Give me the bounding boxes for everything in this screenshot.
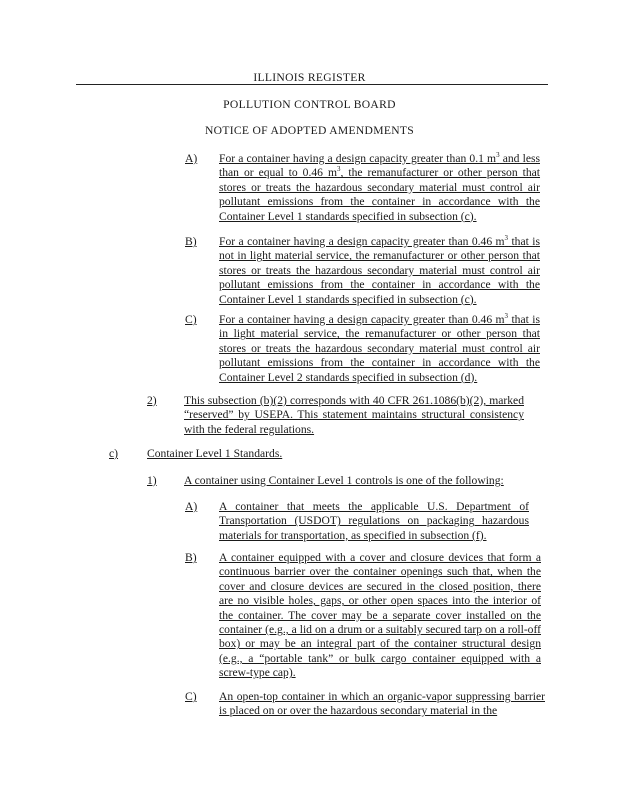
item-label: C) [185,313,197,326]
item-label: B) [185,235,197,248]
item-text: A container using Container Level 1 controls is one of the following: [184,474,504,487]
notice-title: NOTICE OF ADOPTED AMENDMENTS [204,124,415,137]
item-text [219,152,540,224]
item-text [219,235,540,307]
item-text: This subsection (b)(2) corresponds with 40 CFR 261.1086(b)(2), marked “reserved” by USEPA. This statement maintains structural consistency with the federal regulations. [184,394,524,436]
section-label: c) [109,447,119,460]
text-part: For a container having a design capacity greater than 0.46 m [219,235,505,248]
item-text: An open-top container in which an organic-vapor suppressing barrier is placed on or over the hazardous secondary material in the [219,690,545,718]
board-title: POLLUTION CONTROL BOARD [223,98,396,111]
text-part: that is in light material service, the remanufacturer or other person that stores or treats the hazardous secondary material must control air pollutant emissions from the container in accordance with the Container Level 2 standards specified in subsection (d). [219,313,540,384]
item-label: A) [185,500,198,513]
superscript: 3 [504,234,509,243]
register-title: ILLINOIS REGISTER [253,71,366,84]
text-part: and less than or equal to 0.46 m [219,152,540,180]
item-text: A container that meets the applicable U.S. Department of Transportation (USDOT) regulations on packaging hazardous materials for transportation, as specified in subsection (f). [219,500,529,542]
text-part: For a container having a design capacity greater than 0.46 m [219,313,505,326]
item-text: A container equipped with a cover and closure devices that form a continuous barrier over the container openings such that, when the cover and closure devices are secured in the closed position, there are no visible holes, gaps, or other open spaces into the interior of the container. The cover may be a separate cover installed on the container (e.g., a lid on a drum or a suitably secured tarp on a roll-off box) or may be an integral part of the container structural design (e.g., a “portable tank” or bulk cargo container equipped with a screw-type cap). [219,551,541,680]
item-label: 1) [147,474,157,487]
item-label: A) [185,152,198,165]
text-part: For a container having a design capacity greater than 0.1 m [219,152,497,165]
item-text [219,313,540,385]
section-heading: Container Level 1 Standards. [147,447,283,460]
item-label: 2) [147,394,157,407]
superscript: 3 [504,312,509,321]
item-label: C) [185,690,197,703]
item-label: B) [185,551,197,564]
text-part: , the remanufacturer or other person that stores or treats the hazardous secondary material must control air pollutant emissions from the container in accordance with the Container Level 1 standards specified in subsection (c). [219,166,541,223]
text-part: that is not in light material service, the remanufacturer or other person that stores or treats the hazardous secondary material must control air pollutant emissions from the container in accordance with the Container Level 1 standards specified in subsection (c). [219,235,540,306]
superscript: 3 [336,165,341,174]
header-rule [76,84,548,85]
superscript: 3 [496,151,500,160]
